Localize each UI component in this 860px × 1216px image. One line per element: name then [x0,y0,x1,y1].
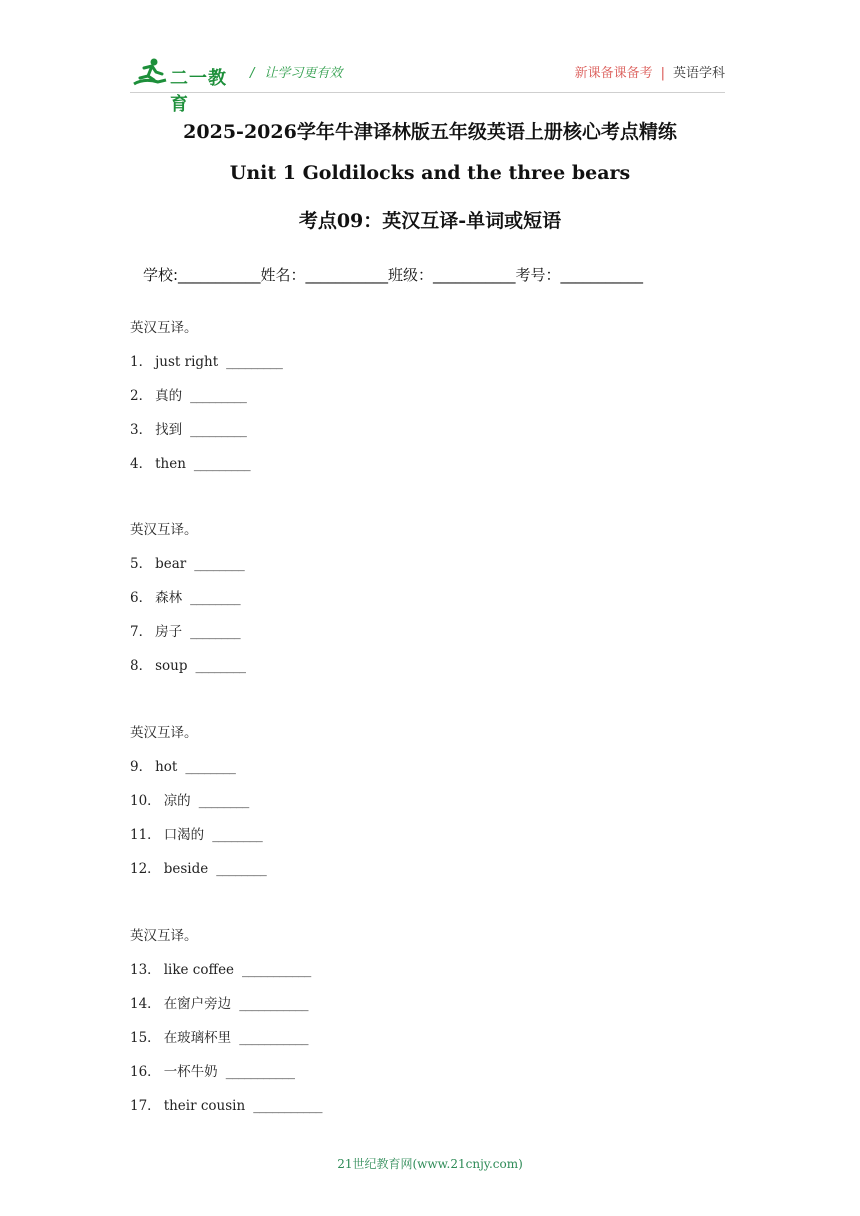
question-item [130,418,246,438]
question-text: 凉的 [163,793,191,809]
question-item [130,350,282,370]
subject-tag-red: 新课备课备考 [574,66,653,81]
question-text: 口渴的 [163,827,205,843]
question-text: 在玻璃杯里 [163,1030,232,1046]
question-number: 9． [130,759,153,775]
answer-blank: ________ [194,556,245,572]
slogan: / 让学习更有效 [250,66,343,81]
answer-blank: ___________ [253,1098,322,1114]
topic-title: 考点09：英汉互译-单词或短语 [298,210,562,232]
answer-blank: ________ [190,590,241,606]
question-item [130,384,246,404]
header-divider [130,92,725,93]
question-item [130,586,240,606]
question-item [130,857,266,877]
answer-blank: _________ [193,456,251,472]
answer-blank: ________ [190,624,241,640]
answer-blank: ________ [216,861,267,877]
section-heading: 英汉互译。 [130,320,198,336]
question-item [130,654,246,674]
question-item [130,620,240,640]
question-number: 17． [130,1098,161,1114]
question-item [130,992,308,1012]
question-number: 3． [130,422,153,438]
page-header [130,52,725,115]
question-number: 16． [130,1064,161,1080]
question-number: 8． [130,658,153,674]
question-number: 15． [130,1030,161,1046]
question-number: 6． [130,590,153,606]
slogan-text: 让学习更有效 [264,66,343,81]
question-text: 找到 [155,422,183,438]
answer-blank: ________ [198,793,249,809]
question-number: 7． [130,624,153,640]
question-item [130,552,244,572]
answer-blank: _________ [190,422,247,438]
section-heading: 英汉互译。 [130,725,198,741]
logo-text: 二一教育 [170,68,227,115]
answer-blank: ________ [212,827,263,843]
student-info-line: 学校:___________姓名：___________班级：___________考号：___________ [143,266,644,284]
question-number: 10． [130,793,161,809]
question-item [130,452,250,472]
answer-blank: ________ [195,658,246,674]
question-item [130,958,311,978]
question-text: 房子 [155,624,183,640]
question-text: 在窗户旁边 [163,996,232,1012]
question-item [130,789,249,809]
question-item [130,1026,308,1046]
answer-blank: ________ [185,759,236,775]
runner-logo-icon [130,56,170,90]
question-number: 14． [130,996,161,1012]
question-text: 一杯牛奶 [163,1064,218,1080]
subject-tag: 新课备课备考 | 英语学科 [574,66,725,81]
page-footer: 21世纪教育网(www.21cnjy.com) [337,1157,523,1171]
logo [130,56,240,115]
section-heading: 英汉互译。 [130,522,198,538]
question-text: just right [155,354,219,370]
question-item [130,755,235,775]
question-text: beside [163,861,209,877]
answer-blank: ___________ [239,1030,308,1046]
question-text: soup [155,658,188,674]
answer-blank: ___________ [239,996,308,1012]
section-heading: 英汉互译。 [130,928,198,944]
answer-blank: _________ [190,388,247,404]
question-item [130,1094,322,1114]
question-text: then [155,456,186,472]
question-number: 1． [130,354,153,370]
answer-blank: _________ [226,354,283,370]
answer-blank: ___________ [242,962,311,978]
subject-tag-black: 英语学科 [672,66,725,81]
question-text: their cousin [163,1098,246,1114]
question-text: hot [155,759,178,775]
question-number: 5． [130,556,153,572]
answer-blank: ___________ [225,1064,295,1080]
page-title: 2025-2026学年牛津译林版五年级英语上册核心考点精练 [183,121,677,143]
question-number: 12． [130,861,161,877]
question-item [130,1060,294,1080]
question-text: like coffee [163,962,235,978]
question-item [130,823,262,843]
question-text: 森林 [155,590,183,606]
question-text: bear [155,556,187,572]
unit-title: Unit 1 Goldilocks and the three bears [229,162,631,184]
question-number: 2． [130,388,153,404]
question-number: 13． [130,962,161,978]
question-number: 11． [130,827,161,843]
question-text: 真的 [155,388,183,404]
question-number: 4． [130,456,153,472]
